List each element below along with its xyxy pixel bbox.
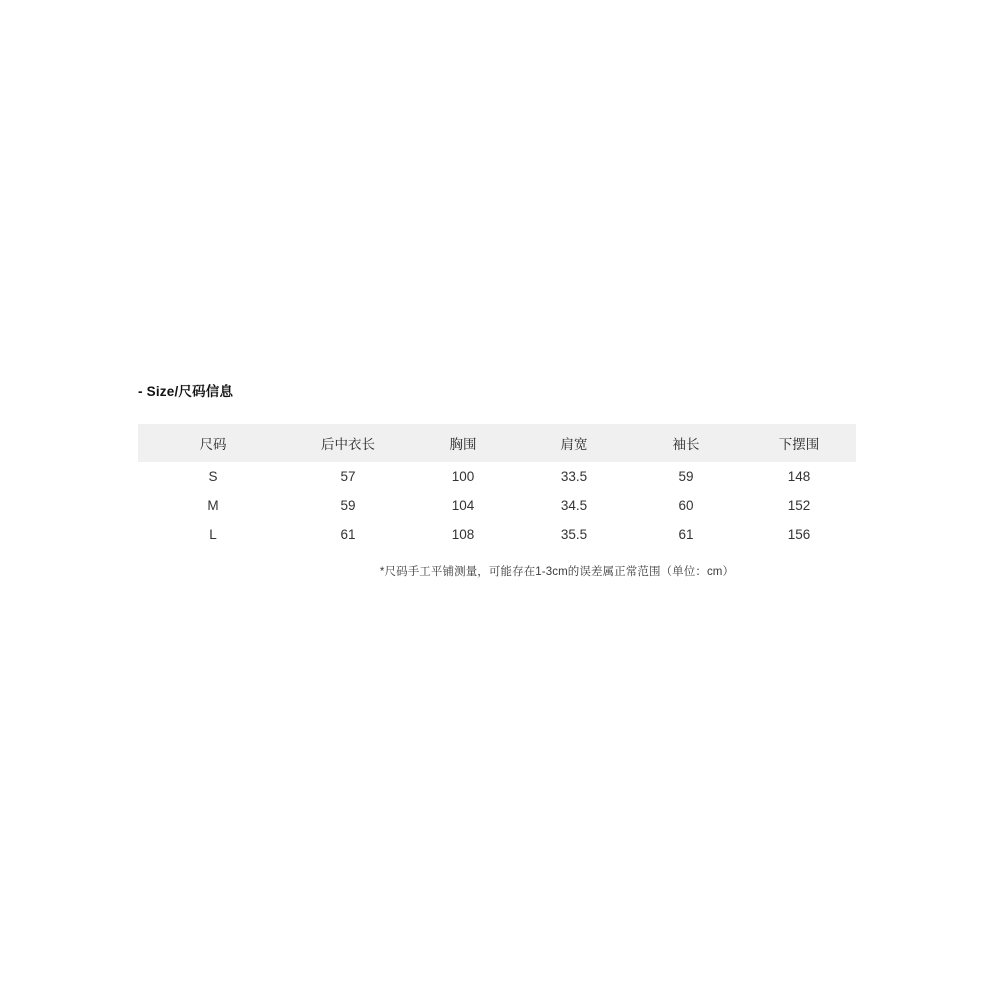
cell-sleeve: 59 [678,469,694,484]
table-row [138,462,856,491]
measurement-note: *尺码手工平铺测量，可能存在1-3cm的误差属正常范围（单位：cm） [379,566,735,578]
cell-back-length: 61 [340,527,356,542]
table-row [138,491,856,520]
cell-shoulder: 35.5 [560,527,588,542]
cell-bust: 100 [451,469,475,484]
cell-bust: 104 [451,498,475,513]
cell-size: M [207,498,219,513]
table-row [138,520,856,549]
column-header-bust: 胸围 [449,437,477,452]
cell-hem: 156 [787,527,811,542]
cell-hem: 152 [787,498,811,513]
cell-back-length: 57 [340,469,356,484]
cell-shoulder: 33.5 [560,469,588,484]
column-header-size: 尺码 [199,437,227,452]
cell-size: S [208,469,218,484]
cell-hem: 148 [787,469,811,484]
table-body [138,462,856,549]
size-chart-table [138,424,856,549]
cell-bust: 108 [451,527,475,542]
column-header-hem: 下摆围 [778,437,820,452]
cell-sleeve: 60 [678,498,694,513]
table-header-row [138,424,856,462]
column-header-back-length: 后中衣长 [321,437,375,452]
cell-size: L [209,527,217,542]
cell-shoulder: 34.5 [560,498,588,513]
table-header [138,424,856,462]
section-title: - Size/尺码信息 [138,384,234,399]
column-header-shoulder: 肩宽 [560,437,588,452]
cell-back-length: 59 [340,498,356,513]
column-header-sleeve: 袖长 [672,437,700,452]
cell-sleeve: 61 [678,527,694,542]
size-info-block [138,380,856,579]
